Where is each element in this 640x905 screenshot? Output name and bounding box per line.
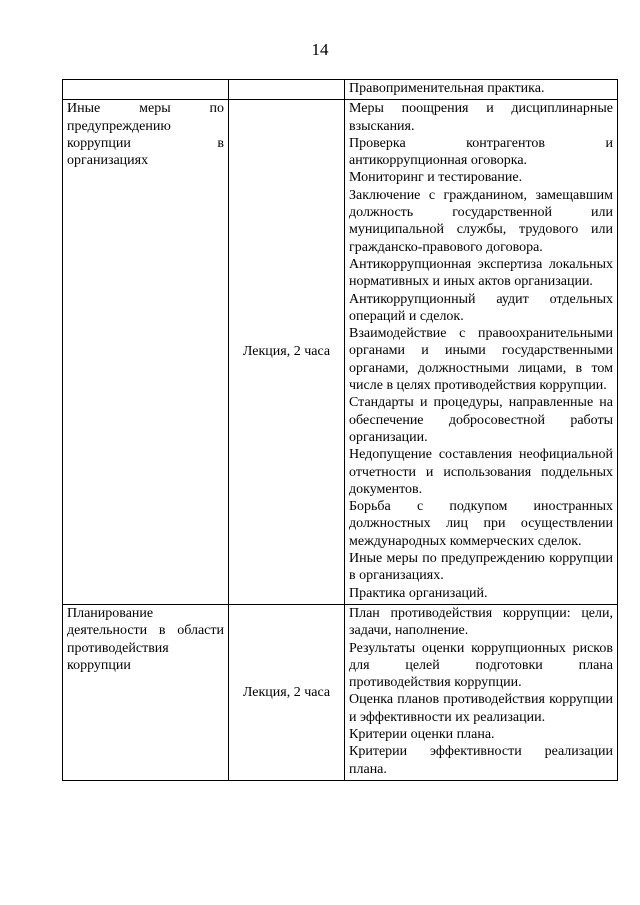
topic-line: Планирование xyxy=(67,605,154,621)
content-item: Проверка контрагентов и антикоррупционная оговорка. xyxy=(349,135,613,169)
content-item: План противодействия коррупции: цели, задачи, наполнение. xyxy=(349,605,613,639)
format-cell xyxy=(229,80,345,100)
topic-line: Иные меры по xyxy=(67,101,224,117)
topic-line: противодействия xyxy=(67,640,169,656)
content-item: Взаимодействие с правоохранительными органами и иными государственными органами, должностными лицами, в том числе в целях противодействия коррупции. xyxy=(349,326,613,394)
content-cell: Правоприменительная практика. xyxy=(345,80,618,100)
content-item: Борьба с подкупом иностранных должностных лиц при осуществлении международных коммерческих сделок. xyxy=(349,499,613,549)
topic-cell xyxy=(63,80,229,100)
curriculum-table xyxy=(62,79,618,781)
content-item: Антикоррупционный аудит отдельных операций и сделок. xyxy=(349,291,613,324)
topic-line: организациях xyxy=(67,153,149,169)
page-number: 14 xyxy=(311,40,329,59)
topic-line: коррупции в xyxy=(67,135,224,151)
table-row-planning xyxy=(63,604,618,780)
table-row-prevention-measures xyxy=(63,100,618,605)
format-cell: Лекция, 2 часа xyxy=(229,100,345,605)
content-item: Критерии оценки плана. xyxy=(349,726,495,742)
content-item: Результаты оценки коррупционных рисков для целей подготовки плана противодействия коррупции. xyxy=(349,640,613,691)
table-row-carryover xyxy=(63,80,618,100)
topic-line: деятельности в области xyxy=(67,623,224,639)
content-item: Меры поощрения и дисциплинарные взыскания. xyxy=(349,101,613,134)
topic-cell xyxy=(63,604,229,780)
content-item: Практика организаций. xyxy=(349,585,488,601)
topic-cell xyxy=(63,100,229,605)
content-item: Заключение с гражданином, замещавшим должность государственной или муниципальной службы, трудового или гражданско-правового договора. xyxy=(349,187,613,255)
content-item: Оценка планов противодействия коррупции и эффективности их реализации. xyxy=(349,692,613,725)
format-cell: Лекция, 2 часа xyxy=(229,604,345,780)
content-item: Недопущение составления неофициальной отчетности и использования поддельных документов. xyxy=(349,447,613,497)
content-item: Антикоррупционная экспертиза локальных нормативных и иных актов организации. xyxy=(349,256,613,290)
content-item: Мониторинг и тестирование. xyxy=(349,170,523,186)
content-cell xyxy=(345,100,618,605)
topic-line: предупреждению xyxy=(67,118,171,134)
content-item: Стандарты и процедуры, направленные на обеспечение добросовестной работы организации. xyxy=(349,395,613,445)
content-cell xyxy=(345,604,618,780)
content-item: Критерии эффективности реализации плана. xyxy=(349,744,613,777)
content-item: Иные меры по предупреждению коррупции в организациях. xyxy=(349,551,613,584)
topic-line: коррупции xyxy=(67,657,131,673)
